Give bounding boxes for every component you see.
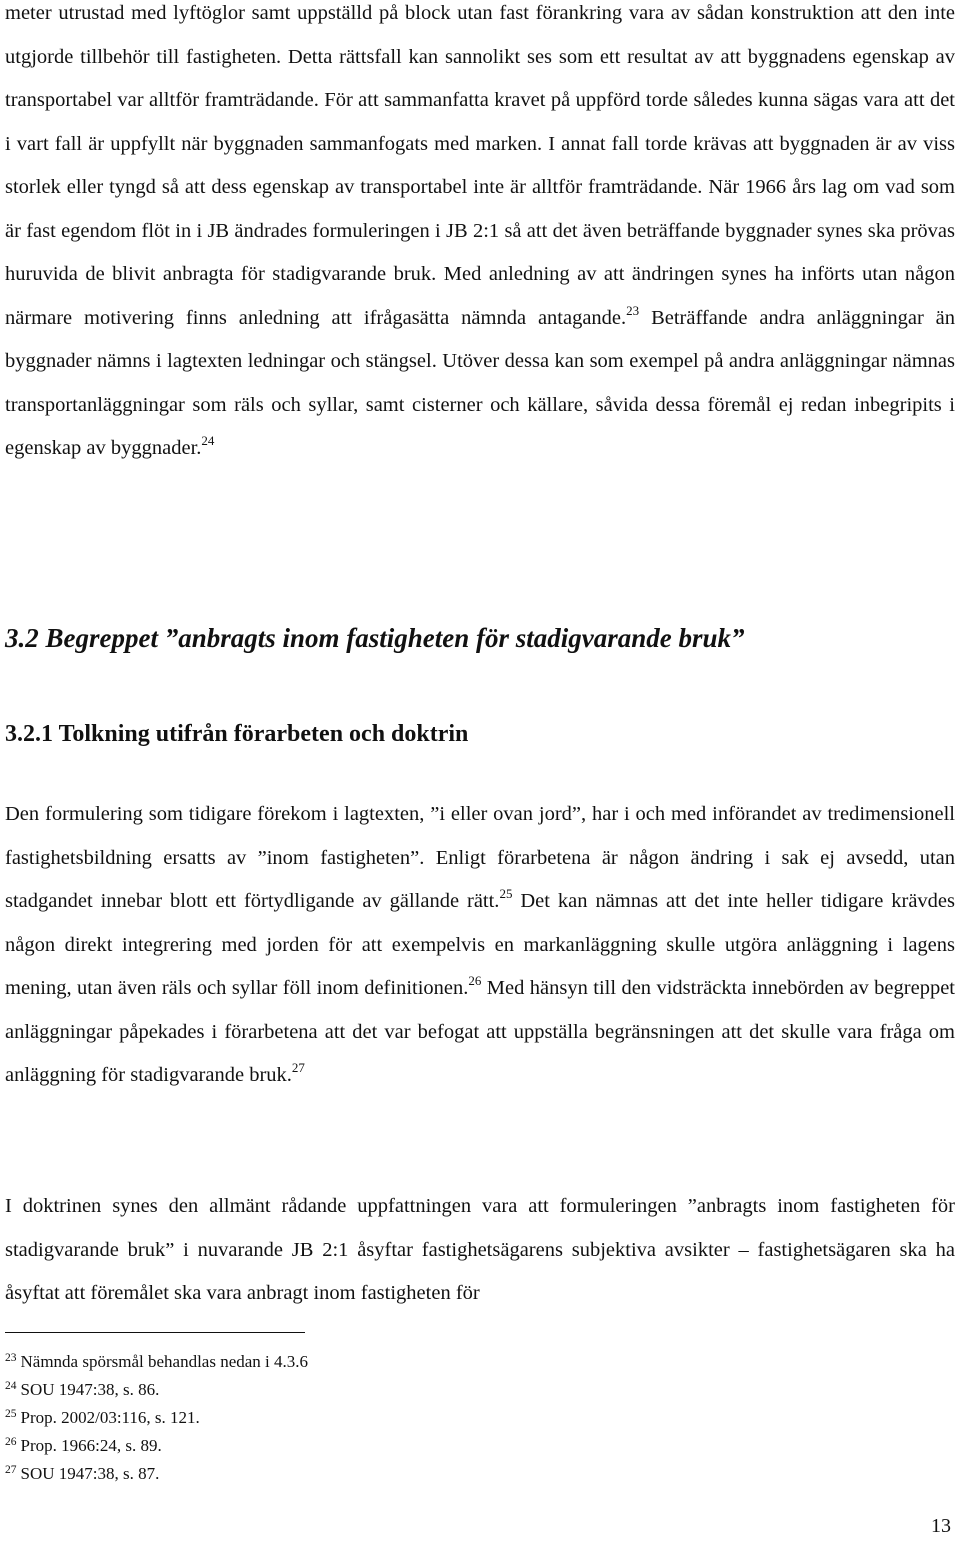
footnote-reference[interactable]: 27 bbox=[291, 1060, 305, 1075]
footnote-reference[interactable]: 24 bbox=[201, 433, 215, 448]
footnote bbox=[5, 1346, 308, 1374]
body-paragraph bbox=[5, 1185, 955, 1316]
footnote-list bbox=[5, 1346, 308, 1486]
footnote bbox=[5, 1430, 308, 1458]
footnote-text: SOU 1947:38, s. 87. bbox=[20, 1464, 160, 1483]
page-number: 13 bbox=[931, 1515, 951, 1537]
footnote bbox=[5, 1458, 308, 1486]
footnote-number: 24 bbox=[5, 1380, 17, 1392]
footnote-text: SOU 1947:38, s. 86. bbox=[20, 1380, 160, 1399]
paragraph-text: Med hänsyn till den vidsträckta innebörden av begreppet anläggningar påpekades i förarbetena att det var befogat att uppställa begränsningen att det skulle vara fråga om anläggning för stadigvarande bruk. bbox=[5, 977, 955, 1086]
footnote-text: Prop. 1966:24, s. 89. bbox=[20, 1436, 162, 1455]
footnote-separator bbox=[5, 1332, 305, 1333]
section-heading: 3.2 Begreppet ”anbragts inom fastigheten för stadigvarande bruk” bbox=[5, 623, 745, 653]
footnote-number: 25 bbox=[5, 1408, 17, 1420]
paragraph-text: Beträffande andra anläggningar än byggnader nämns i lagtexten ledningar och stängsel. Utöver dessa kan som exempel på andra anläggningar nämnas transportanläggningar som räls och syllar, samt cisterner och källare, såvida dessa föremål ej redan inbegripits i egenskap av byggnader. bbox=[5, 306, 956, 459]
footnote-text: Nämnda spörsmål behandlas nedan i 4.3.6 bbox=[20, 1352, 309, 1371]
body-paragraph bbox=[5, 0, 955, 471]
footnote-number: 23 bbox=[5, 1352, 17, 1364]
document-page bbox=[5, 0, 955, 1541]
subsection-heading: 3.2.1 Tolkning utifrån förarbeten och doktrin bbox=[5, 721, 469, 747]
footnote bbox=[5, 1374, 308, 1402]
footnote bbox=[5, 1402, 308, 1430]
footnote-number: 26 bbox=[5, 1436, 17, 1448]
footnote-reference[interactable]: 26 bbox=[468, 973, 482, 988]
body-paragraph bbox=[5, 793, 955, 1098]
footnote-text: Prop. 2002/03:116, s. 121. bbox=[20, 1408, 200, 1427]
footnote-reference[interactable]: 23 bbox=[626, 302, 640, 318]
paragraph-text: meter utrustad med lyftöglor samt uppställd på block utan fast förankring vara av sådan konstruktion att den inte utgjorde tillbehör till fastigheten. Detta rättsfall kan sannolikt ses som ett resultat av att byggnadens egenskap av transportabel var alltför framträdande. För att sammanfatta kravet på uppförd torde således kunna sägas vara att det i vart fall är uppfyllt när byggnaden sammanfogats med marken. I annat fall torde krävas att byggnaden är av viss storlek eller tyngd så att dess egenskap av transportabel inte är alltför framträdande. När 1966 års lag om vad som är fast egendom flöt in i JB ändrades formuleringen i JB 2:1 så att det även beträffande byggnader synes ska prövas huruvida de blivit anbragta för stadigvarande bruk. Med anledning av att ändringen synes ha införts utan någon närmare motivering finns anledning att ifrågasätta nämnda antagande. bbox=[5, 2, 955, 329]
footnote-reference[interactable]: 25 bbox=[499, 886, 513, 901]
paragraph-text: Det kan nämnas att det inte heller tidigare krävdes någon direkt integrering med jorden för att exempelvis en markanläggning skulle utgöra anläggning i lagens mening, utan även räls och syllar föll inom definitionen. bbox=[5, 890, 955, 999]
paragraph-text: I doktrinen synes den allmänt rådande uppfattningen vara att formuleringen ”anbragts inom fastigheten för stadigvarande bruk” i nuvarande JB 2:1 åsyftar fastighetsägarens subjektiva avsikter – fastighetsägaren ska ha åsyftat att föremålet ska vara anbragt inom fastigheten för bbox=[5, 1195, 955, 1304]
footnote-number: 27 bbox=[5, 1464, 17, 1476]
paragraph-text: Den formulering som tidigare förekom i lagtexten, ”i eller ovan jord”, har i och med införandet av tredimensionell fastighetsbildning ersatts av ”inom fastigheten”. Enligt förarbetena är någon ändring i sak ej avsedd, utan stadgandet innebar blott ett förtydligande av gällande rätt. bbox=[5, 803, 955, 912]
